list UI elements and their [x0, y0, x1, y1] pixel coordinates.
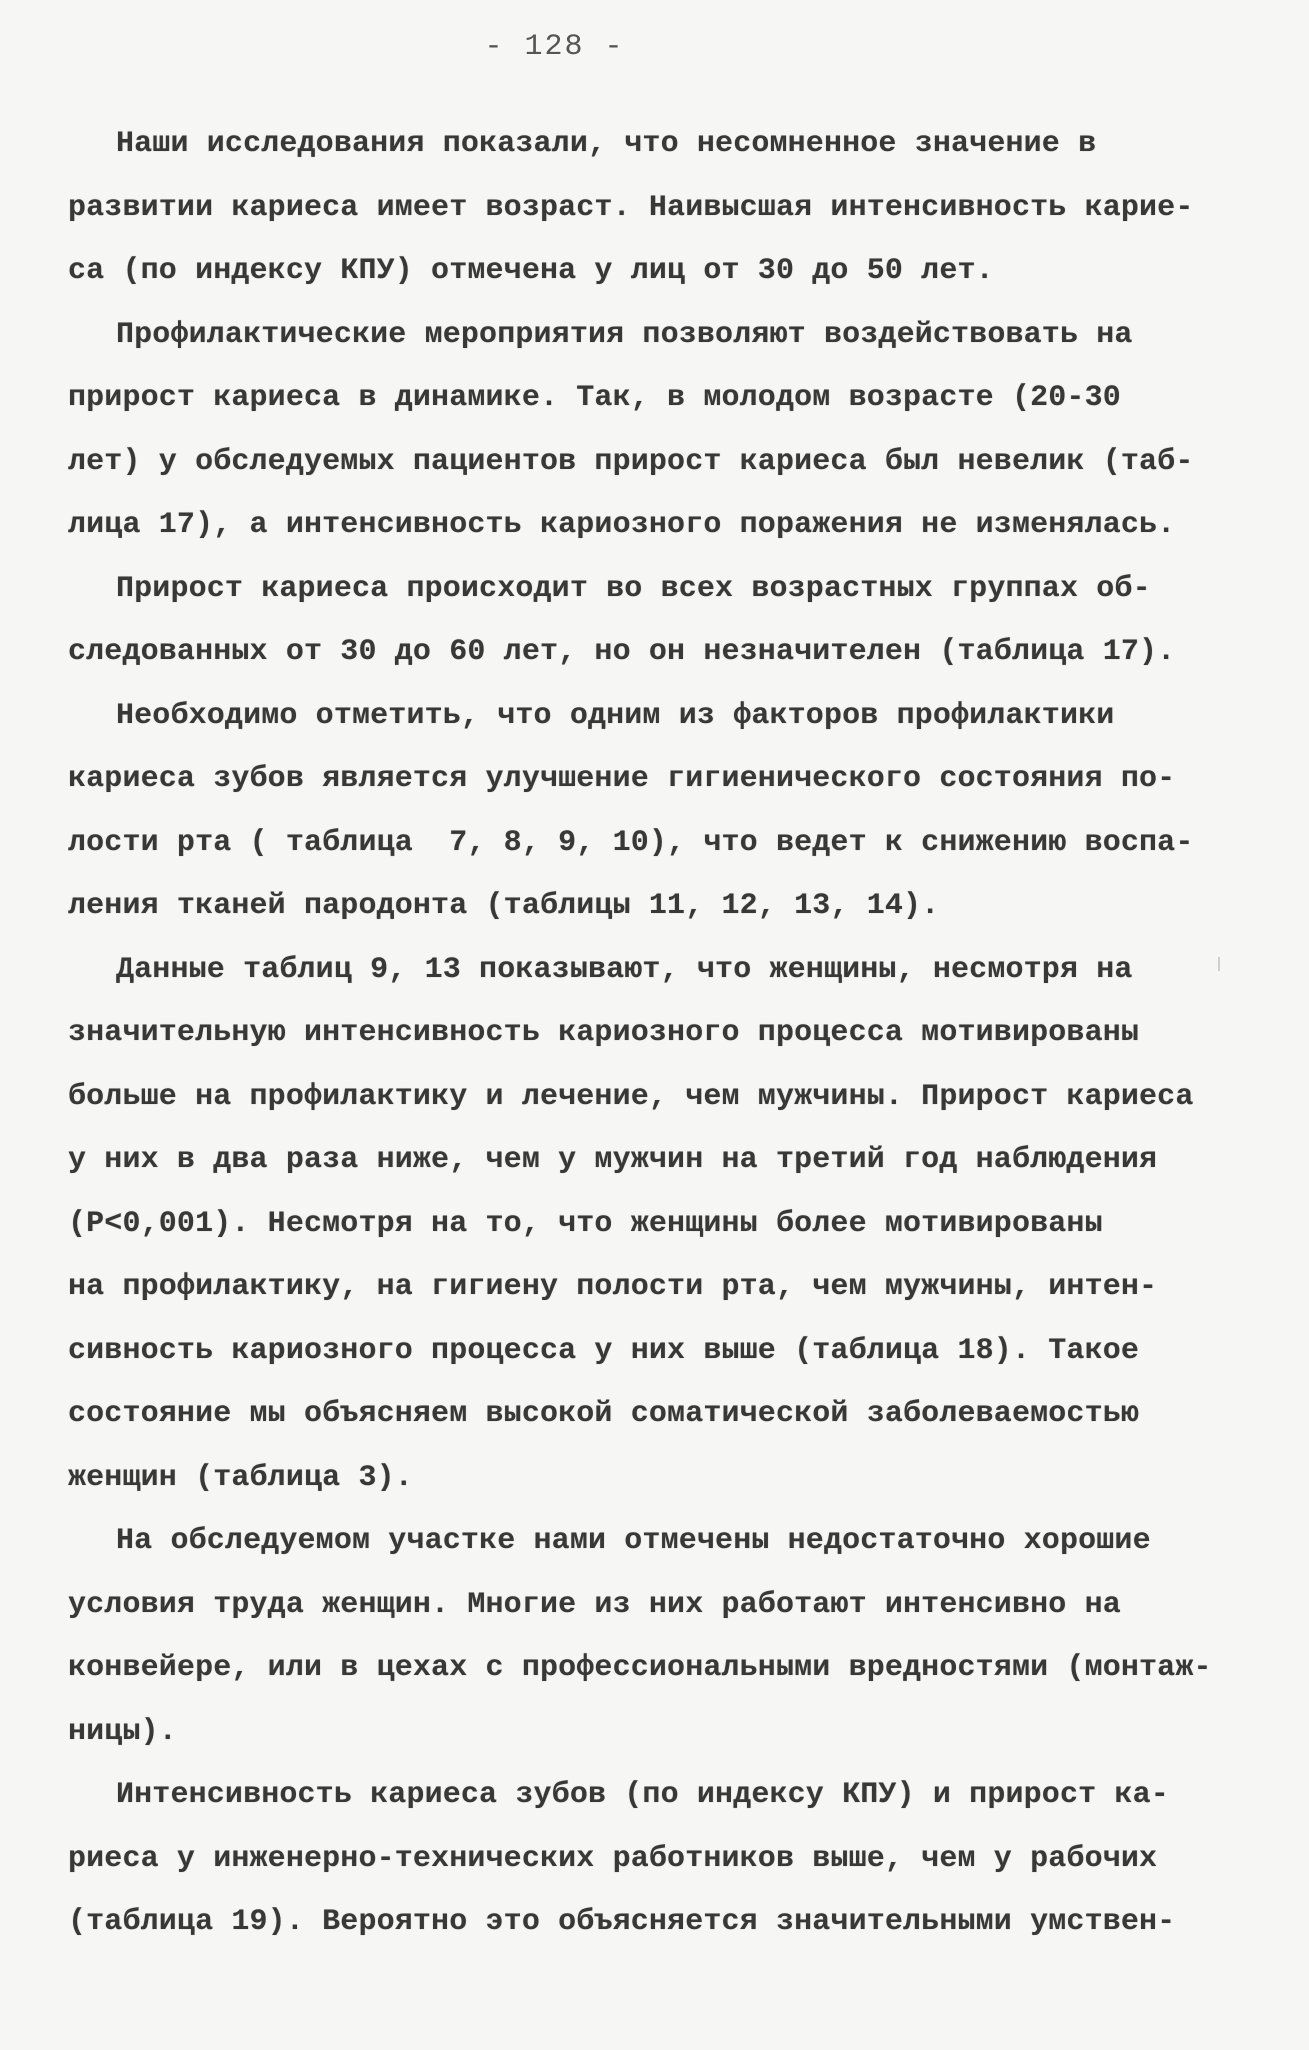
text-line: На обследуемом участке нами отмечены недостаточно хорошие	[116, 1524, 1151, 1558]
text-line: (таблица 19). Вероятно это объясняется значительными умствен-	[68, 1905, 1176, 1939]
page-number: - 128 -	[484, 30, 625, 64]
text-line: лости рта ( таблица 7, 8, 9, 10), что ведет к снижению воспа-	[68, 825, 1194, 860]
text-line: кариеса зубов является улучшение гигиенического состояния по-	[68, 762, 1176, 796]
text-line: лица 17), а интенсивность кариозного поражения не изменялась.	[68, 508, 1176, 542]
text-line: прирост кариеса в динамике. Так, в молодом возрасте (20-30	[68, 381, 1121, 415]
text-line: у них в два раза ниже, чем у мужчин на третий год наблюдения	[68, 1143, 1158, 1177]
text-line: сивность кариозного процесса у них выше (таблица 18). Такое	[68, 1333, 1140, 1368]
text-line: Данные таблиц 9, 13 показывают, что женщины, несмотря на	[116, 952, 1133, 987]
text-line: (P<0,001). Несмотря на то, что женщины более мотивированы	[68, 1206, 1103, 1241]
text-line: лет) у обследуемых пациентов прирост кариеса был невелик (таб-	[68, 444, 1194, 479]
text-line: больше на профилактику и лечение, чем мужчины. Прирост кариеса	[68, 1079, 1194, 1114]
body-text	[68, 113, 1228, 1955]
text-line: ления тканей пародонта (таблицы 11, 12, 13, 14).	[68, 889, 940, 923]
scan-mark	[1218, 957, 1220, 971]
text-line: состояние мы объясняем высокой соматической заболеваемостью	[68, 1397, 1140, 1431]
text-line: женщин (таблица 3).	[68, 1460, 413, 1495]
text-line: Интенсивность кариеса зубов (по индексу КПУ) и прирост ка-	[116, 1778, 1169, 1812]
text-line: конвейере, или в цехах с профессиональными вредностями (монтаж-	[68, 1651, 1212, 1685]
text-line: са (по индексу КПУ) отмечена у лиц от 30 до 50 лет.	[68, 254, 994, 288]
text-line: Профилактические мероприятия позволяют воздействовать на	[116, 317, 1133, 352]
text-line: Необходимо отметить, что одним из факторов профилактики	[116, 698, 1115, 733]
text-line: Наши исследования показали, что несомненное значение в	[116, 127, 1097, 161]
text-line: условия труда женщин. Многие из них работают интенсивно на	[68, 1587, 1121, 1622]
text-line: значительную интенсивность кариозного процесса мотивированы	[68, 1016, 1140, 1050]
text-line: следованных от 30 до 60 лет, но он незначителен (таблица 17).	[68, 635, 1176, 669]
text-line: Прирост кариеса происходит во всех возрастных группах об-	[116, 571, 1151, 606]
text-line: на профилактику, на гигиену полости рта, чем мужчины, интен-	[68, 1270, 1158, 1304]
text-line: риеса у инженерно-технических работников выше, чем у рабочих	[68, 1841, 1158, 1876]
text-line: развитии кариеса имеет возраст. Наивысшая интенсивность карие-	[68, 190, 1194, 225]
text-line: ницы).	[68, 1714, 177, 1749]
